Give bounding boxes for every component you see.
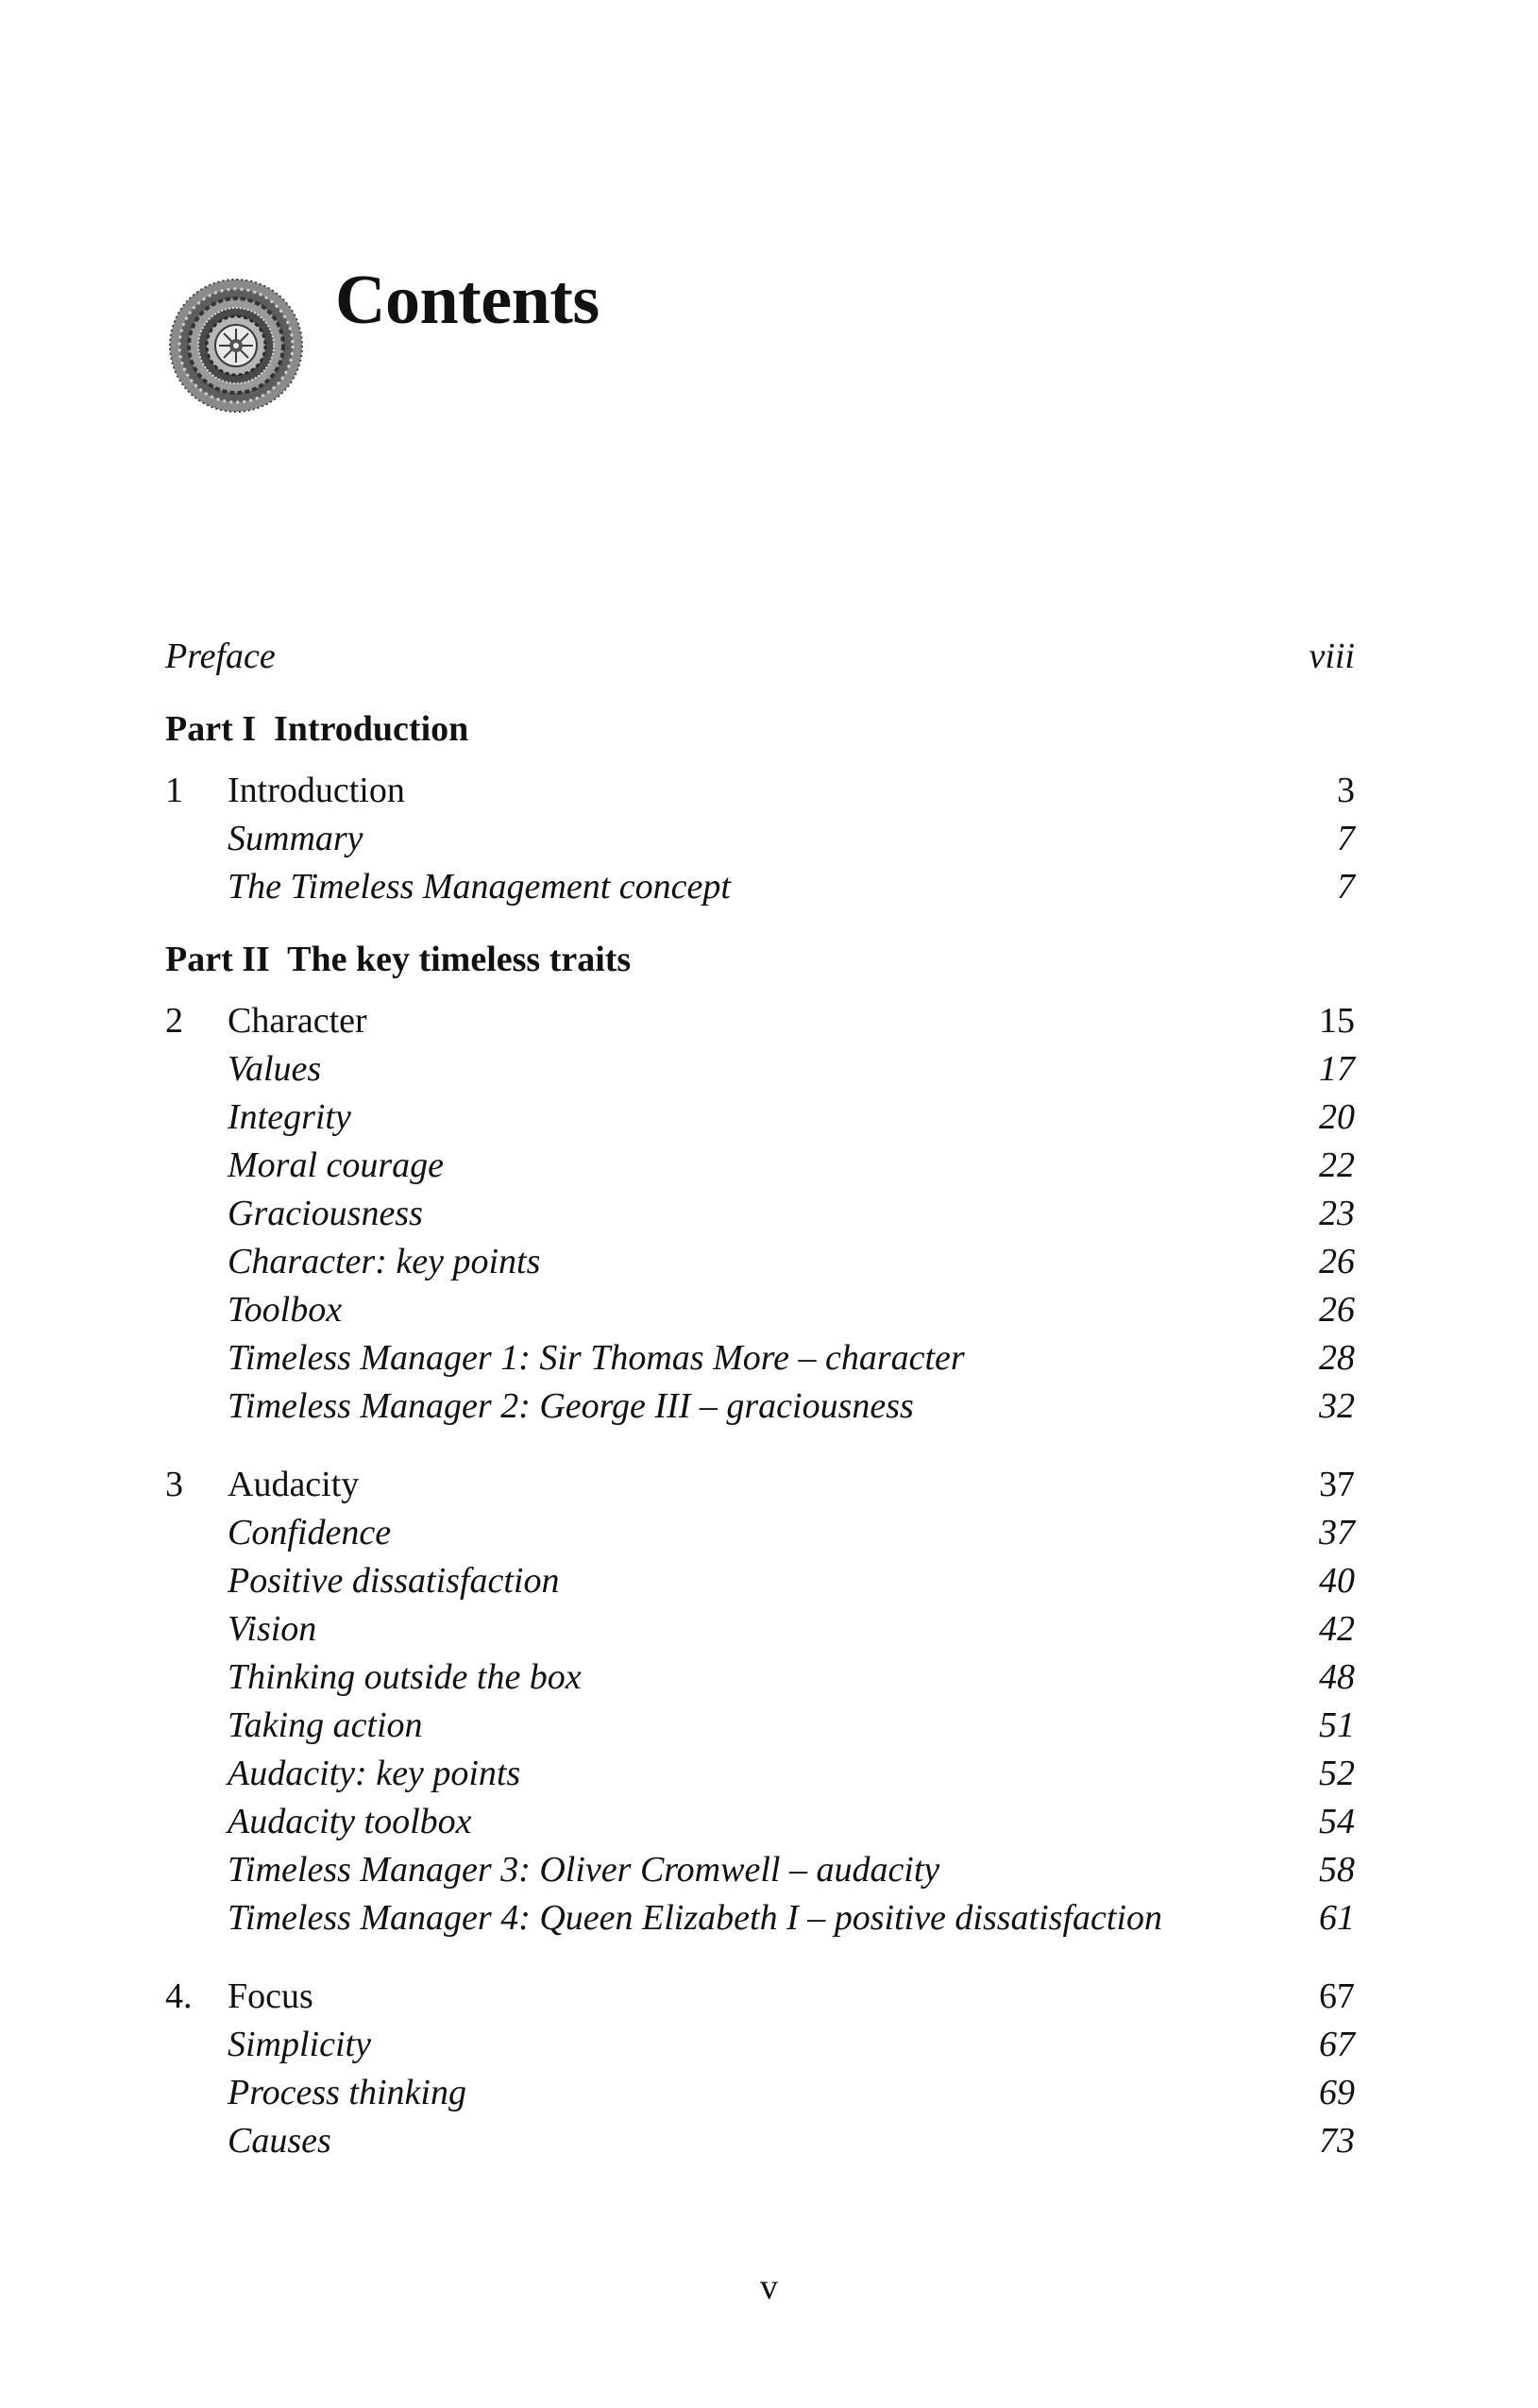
toc-section[interactable] — [165, 2117, 1355, 2165]
section-title: Audacity toolbox — [228, 1802, 472, 1841]
section-title: Audacity: key points — [228, 1754, 521, 1793]
toc-page-number: 69 — [1319, 2073, 1355, 2112]
toc-section[interactable] — [165, 1238, 1355, 1286]
toc-page-number: 73 — [1319, 2121, 1355, 2161]
section-title: Integrity — [228, 1097, 351, 1137]
table-of-contents — [165, 633, 1355, 2165]
section-title: Thinking outside the box — [228, 1657, 582, 1697]
toc-page-number: 48 — [1319, 1657, 1355, 1697]
toc-page-number: 20 — [1319, 1097, 1355, 1137]
section-title: Causes — [228, 2121, 331, 2161]
circular-ornament-icon — [168, 278, 304, 414]
toc-entry-label: Preface — [165, 636, 276, 676]
section-title: Graciousness — [228, 1194, 423, 1233]
chapter-title: Audacity — [228, 1465, 360, 1504]
toc-page-number: 15 — [1319, 1001, 1355, 1041]
toc-section[interactable] — [165, 1045, 1355, 1094]
toc-page-number: 37 — [1319, 1513, 1355, 1552]
chapter-number: 4. — [165, 1976, 193, 2016]
toc-page-number: 23 — [1319, 1194, 1355, 1233]
toc-page-number: 67 — [1319, 1976, 1355, 2016]
toc-section[interactable] — [165, 1382, 1355, 1431]
toc-section[interactable] — [165, 1750, 1355, 1798]
toc-page-number: 40 — [1319, 1561, 1355, 1601]
section-title: The Timeless Management concept — [228, 867, 731, 907]
section-title: Timeless Manager 3: Oliver Cromwell – audacity — [228, 1850, 940, 1890]
section-title: Timeless Manager 4: Queen Elizabeth I – positive dissatisfaction — [228, 1898, 1163, 1938]
section-title: Moral courage — [228, 1145, 445, 1185]
toc-page-number: 7 — [1337, 867, 1355, 907]
toc-section[interactable] — [165, 1509, 1355, 1557]
toc-chapter[interactable] — [165, 1973, 1355, 2021]
toc-page-number: 22 — [1319, 1145, 1355, 1185]
toc-section[interactable] — [165, 1653, 1355, 1702]
toc-section[interactable] — [165, 1702, 1355, 1750]
toc-page-number: viii — [1309, 636, 1355, 676]
section-title: Values — [228, 1049, 322, 1089]
section-title: Confidence — [228, 1513, 392, 1552]
page-title: Contents — [335, 262, 600, 339]
toc-section[interactable] — [165, 1334, 1355, 1382]
toc-chapter[interactable] — [165, 997, 1355, 1045]
chapter-title: Introduction — [228, 771, 405, 810]
toc-page-number: 17 — [1319, 1049, 1355, 1089]
section-title: Summary — [228, 819, 363, 858]
section-title: Timeless Manager 1: Sir Thomas More – character — [228, 1338, 965, 1378]
toc-page-number: 26 — [1319, 1290, 1355, 1330]
toc-page-number: 26 — [1319, 1242, 1355, 1281]
toc-section[interactable] — [165, 1094, 1355, 1142]
toc-page-number: 7 — [1337, 819, 1355, 858]
section-title: Timeless Manager 2: George III – graciousness — [228, 1386, 914, 1426]
section-title: Vision — [228, 1609, 317, 1649]
toc-section[interactable] — [165, 1286, 1355, 1334]
toc-section[interactable] — [165, 1605, 1355, 1653]
section-title: Toolbox — [228, 1290, 343, 1330]
toc-page-number: 3 — [1337, 771, 1355, 810]
section-title: Positive dissatisfaction — [228, 1561, 560, 1601]
section-title: Process thinking — [228, 2073, 466, 2112]
toc-section[interactable] — [165, 2021, 1355, 2069]
part-heading: Part II The key timeless traits — [165, 940, 632, 979]
toc-page-number: 28 — [1319, 1338, 1355, 1378]
toc-section[interactable] — [165, 1846, 1355, 1894]
toc-page-number: 51 — [1319, 1705, 1355, 1745]
section-title: Taking action — [228, 1705, 423, 1745]
chapter-number: 1 — [165, 771, 183, 810]
toc-section[interactable] — [165, 1798, 1355, 1846]
toc-page-number: 67 — [1319, 2025, 1355, 2064]
chapter-number: 2 — [165, 1001, 183, 1041]
toc-section[interactable] — [165, 815, 1355, 863]
toc-section[interactable] — [165, 1557, 1355, 1605]
toc-page-number: 37 — [1319, 1465, 1355, 1504]
toc-section[interactable] — [165, 1894, 1355, 1942]
toc-chapter[interactable] — [165, 1461, 1355, 1509]
page-folio: v — [760, 2267, 778, 2307]
toc-page-number: 42 — [1319, 1609, 1355, 1649]
toc-section[interactable] — [165, 1190, 1355, 1238]
toc-page-number: 32 — [1319, 1386, 1355, 1426]
toc-page-number: 61 — [1319, 1898, 1355, 1938]
toc-section[interactable] — [165, 863, 1355, 911]
toc-section[interactable] — [165, 2069, 1355, 2117]
toc-page-number: 54 — [1319, 1802, 1355, 1841]
section-title: Character: key points — [228, 1242, 541, 1281]
chapter-number: 3 — [165, 1465, 183, 1504]
toc-chapter[interactable] — [165, 767, 1355, 815]
section-title: Simplicity — [228, 2025, 371, 2064]
toc-section[interactable] — [165, 1142, 1355, 1190]
chapter-title: Character — [228, 1001, 367, 1041]
chapter-title: Focus — [228, 1976, 313, 2016]
toc-entry-preface[interactable] — [165, 633, 1355, 681]
part-heading: Part I Introduction — [165, 709, 469, 749]
toc-page-number: 58 — [1319, 1850, 1355, 1890]
toc-page-number: 52 — [1319, 1754, 1355, 1793]
